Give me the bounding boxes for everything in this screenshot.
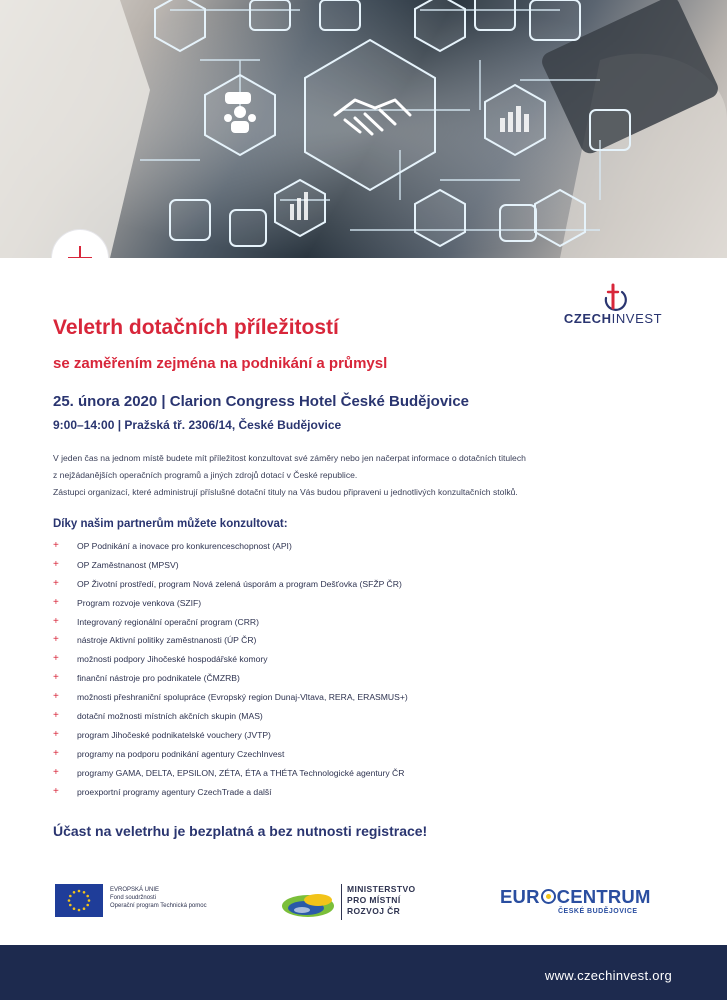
eurocentrum-city: ČESKÉ BUDĚJOVICE xyxy=(558,908,638,915)
plus-bullet-icon: + xyxy=(53,596,59,608)
eu-line: Operační program Technická pomoc xyxy=(110,903,207,909)
list-item xyxy=(53,594,653,613)
list-item xyxy=(53,764,653,783)
event-time-address: 9:00–14:00 | Pražská tř. 2306/14, České Budějovice xyxy=(53,418,342,432)
czechinvest-logo[interactable] xyxy=(548,282,678,328)
eu-fund-text xyxy=(110,886,207,910)
partner-label: Program rozvoje venkova (SZIF) xyxy=(77,597,202,608)
partner-label: Integrovaný regionální operační program (CRR) xyxy=(77,616,259,627)
list-item xyxy=(53,537,653,556)
event-subtitle: se zaměřením zejména na podnikání a průmysl xyxy=(53,355,388,372)
list-item xyxy=(53,575,653,594)
partner-label: možnosti přeshraniční spolupráce (Evropský region Dunaj-Vltava, RERA, ERASMUS+) xyxy=(77,692,408,703)
event-title: Veletrh dotačních příležitostí xyxy=(53,316,339,339)
eu-line: Fond soudržnosti xyxy=(110,895,157,901)
logo-word-invest: INVEST xyxy=(611,311,663,326)
list-item xyxy=(53,783,653,802)
intro-line: V jeden čas na jednom místě budete mít příležitost konzultovat své záměry nebo jen načerpat informace o dotačních titulech xyxy=(53,453,526,463)
website-link[interactable]: www.czechinvest.org xyxy=(544,968,672,983)
plus-bullet-icon: + xyxy=(53,577,59,589)
list-item xyxy=(53,726,653,745)
partner-label: program Jihočeské podnikatelské vouchery (JVTP) xyxy=(77,729,271,740)
eurocentrum-o-icon xyxy=(541,889,556,904)
partner-label: možnosti podpory Jihočeské hospodářské komory xyxy=(77,654,268,665)
list-item xyxy=(53,613,653,632)
hero-image xyxy=(0,0,727,258)
plus-bullet-icon: + xyxy=(53,653,59,665)
plus-bullet-icon: + xyxy=(53,540,59,551)
partner-label: OP Zaměstnanost (MPSV) xyxy=(77,559,179,570)
list-item xyxy=(53,707,653,726)
partner-label: finanční nástroje pro podnikatele (ČMZRB) xyxy=(77,673,240,684)
plus-bullet-icon: + xyxy=(53,728,59,740)
intro-line: Zástupci organizací, které administrují příslušné dotační tituly na Vás budou připraveni u jednotlivých konzultačních stolků. xyxy=(53,487,518,497)
mmr-line: PRO MÍSTNÍ xyxy=(347,895,401,905)
list-item xyxy=(53,688,653,707)
plus-bullet-icon: + xyxy=(53,634,59,646)
partner-label: OP Podnikání a inovace pro konkurenceschopnost (API) xyxy=(77,541,292,551)
list-item xyxy=(53,650,653,669)
network-hexagons-illustration xyxy=(0,0,727,258)
partners-list xyxy=(53,537,653,801)
logo-word-czech: CZECH xyxy=(563,311,612,326)
list-item xyxy=(53,631,653,650)
partner-label: dotační možnosti místních akčních skupin (MAS) xyxy=(77,711,263,722)
partner-label: programy GAMA, DELTA, EPSILON, ZÉTA, ÉTA a THÉTA Technologické agentury ČR xyxy=(77,767,405,778)
plus-bullet-icon: + xyxy=(53,785,59,797)
footer-bar xyxy=(0,945,727,1000)
free-entry-notice: Účast na veletrhu je bezplatná a bez nutnosti registrace! xyxy=(53,823,428,839)
mmr-line: ROZVOJ ČR xyxy=(347,906,401,916)
list-item xyxy=(53,556,653,575)
eu-line: EVROPSKÁ UNIE xyxy=(110,887,160,893)
eu-flag-icon xyxy=(55,884,103,917)
mmr-divider xyxy=(341,884,342,920)
partner-label: OP Životní prostředí, program Nová zelená úsporám a program Dešťovka (SFŽP ČR) xyxy=(77,578,402,589)
plus-icon-v xyxy=(79,246,81,258)
eurocentrum-logo xyxy=(500,886,651,908)
plus-bullet-icon: + xyxy=(53,615,59,627)
event-date-venue: 25. února 2020 | Clarion Congress Hotel České Budějovice xyxy=(53,393,470,410)
mmr-line: MINISTERSTVO xyxy=(347,884,416,894)
plus-bullet-icon: + xyxy=(53,710,59,722)
intro-line: z nejžádanějších operačních programů a jiných zdrojů dotací v České republice. xyxy=(53,470,358,480)
partners-heading: Díky našim partnerům můžete konzultovat: xyxy=(53,518,288,530)
logo-wordmark xyxy=(548,311,678,326)
plus-bullet-icon: + xyxy=(53,691,59,703)
plus-bullet-icon: + xyxy=(53,747,59,759)
euro-part-2: CENTRUM xyxy=(556,886,651,907)
czechinvest-emblem-icon xyxy=(548,282,678,312)
euro-part-1: EUR xyxy=(500,886,540,907)
eu-stars-icon xyxy=(55,884,103,917)
intro-paragraph xyxy=(53,450,673,501)
mmr-logo-text xyxy=(347,884,416,917)
mmr-emblem-icon xyxy=(280,886,340,920)
plus-bullet-icon: + xyxy=(53,766,59,778)
partner-label: programy na podporu podnikání agentury CzechInvest xyxy=(77,748,285,759)
plus-bullet-icon: + xyxy=(53,672,59,684)
plus-bullet-icon: + xyxy=(53,558,59,570)
list-item xyxy=(53,745,653,764)
partner-label: nástroje Aktivní politiky zaměstnanosti (ÚP ČR) xyxy=(77,635,257,646)
partner-label: proexportní programy agentury CzechTrade a další xyxy=(77,786,272,797)
list-item xyxy=(53,669,653,688)
